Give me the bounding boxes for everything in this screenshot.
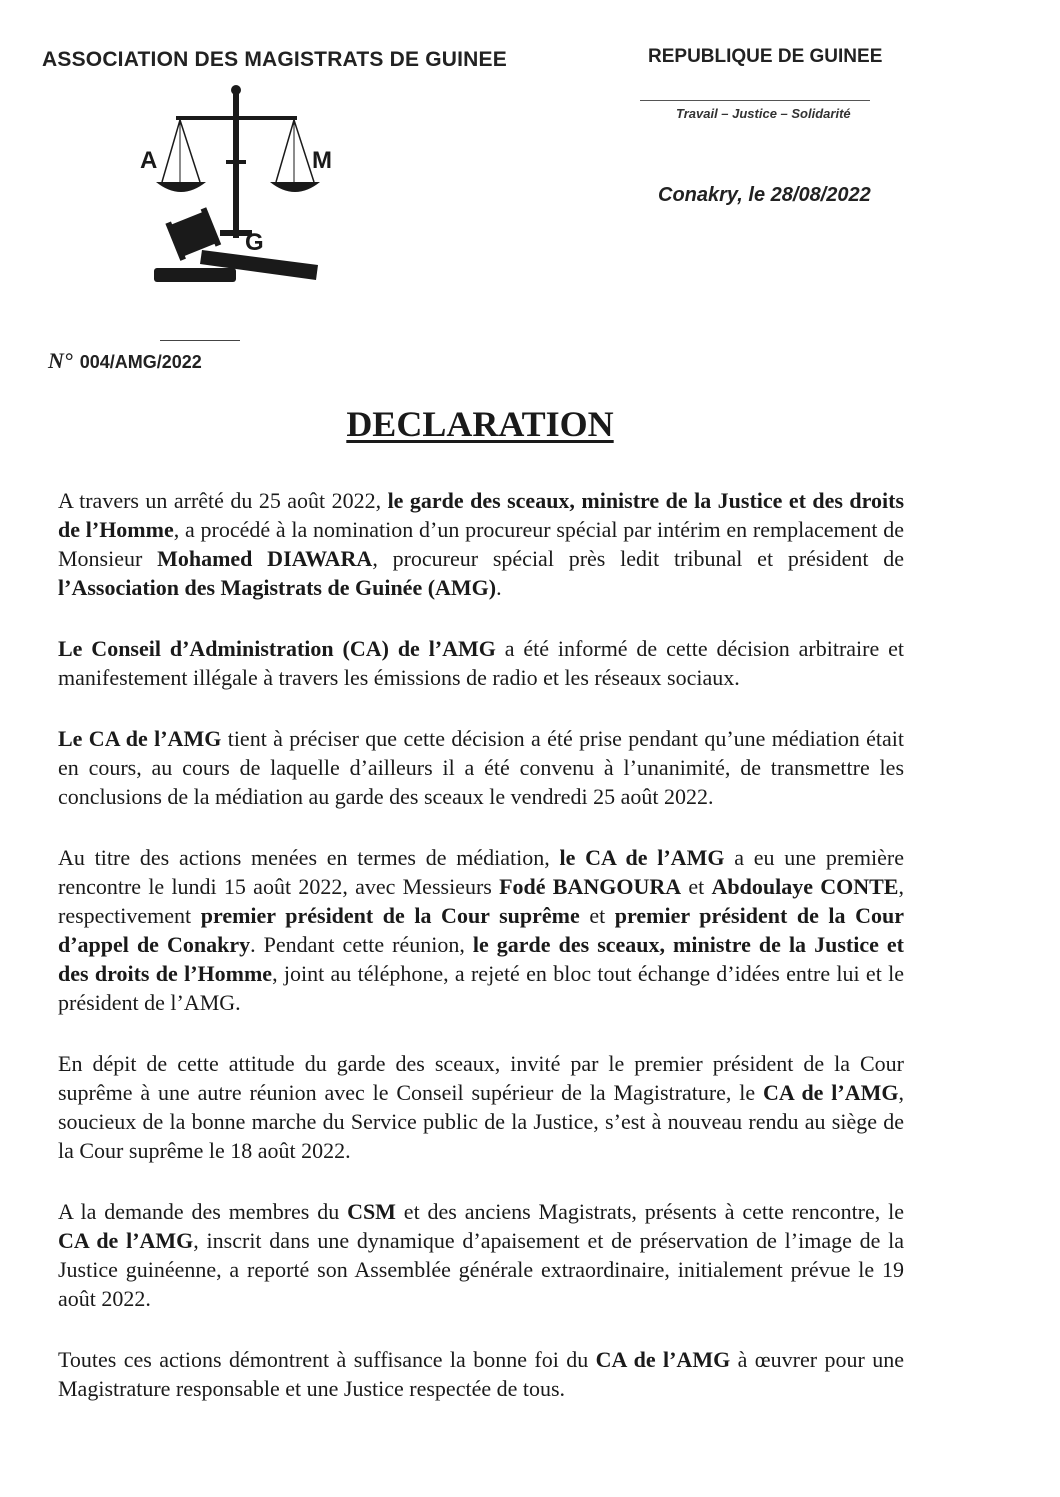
bold-text-run: Mohamed DIAWARA bbox=[157, 546, 373, 571]
bold-text-run: CA de l’AMG bbox=[763, 1080, 899, 1105]
bold-text-run: CA de l’AMG bbox=[595, 1347, 731, 1372]
declaration-paragraph bbox=[58, 1345, 904, 1403]
bold-text-run: le CA de l’AMG bbox=[559, 845, 725, 870]
number-sign: N° bbox=[48, 348, 73, 373]
bold-text-run: CSM bbox=[347, 1199, 396, 1224]
declaration-paragraph bbox=[58, 1049, 904, 1165]
reference-divider bbox=[160, 340, 240, 341]
text-run: a été informé de cette décision arbitraire et manifestement illégale à travers les émissions de radio et les réseaux sociaux. bbox=[58, 636, 905, 690]
reference-number bbox=[48, 348, 202, 374]
amg-logo bbox=[140, 80, 350, 295]
declaration-body bbox=[58, 486, 904, 1435]
text-run: et bbox=[681, 874, 712, 899]
bold-text-run: CA de l’AMG bbox=[58, 1228, 194, 1253]
text-run: , respectivement bbox=[58, 874, 904, 928]
declaration-paragraph bbox=[58, 486, 904, 602]
text-run: A travers un arrêté du 25 août 2022, bbox=[58, 488, 388, 513]
text-run: , joint au téléphone, a rejeté en bloc tout échange d’idées entre lui et le président de l’AMG. bbox=[58, 961, 904, 1015]
declaration-paragraph bbox=[58, 843, 904, 1017]
organization-name: ASSOCIATION DES MAGISTRATS DE GUINEE bbox=[42, 48, 507, 71]
logo-letter-m: M bbox=[312, 147, 332, 174]
bold-text-run: l’Association des Magistrats de Guinée (AMG) bbox=[58, 575, 497, 600]
text-run: , soucieux de la bonne marche du Service public de la Justice, s’est à nouveau rendu au siège de la Cour suprême le 18 août 2022. bbox=[58, 1080, 905, 1163]
text-run: et des anciens Magistrats, présents à cette rencontre, le bbox=[395, 1199, 904, 1224]
text-run: Au titre des actions menées en termes de médiation, bbox=[58, 845, 560, 870]
text-run: En dépit de cette attitude du garde des sceaux, invité par le premier président de la Cour suprême à une autre réunion avec le Conseil supérieur de la Magistrature, le bbox=[58, 1051, 904, 1105]
logo-letter-a: A bbox=[140, 147, 158, 174]
motto-divider bbox=[640, 100, 870, 101]
text-run: , procureur spécial près ledit tribunal et président de bbox=[372, 546, 904, 571]
text-run: A la demande des membres du bbox=[58, 1199, 348, 1224]
bold-text-run: premier président de la Cour suprême bbox=[200, 903, 580, 928]
bold-text-run: Le CA de l’AMG bbox=[58, 726, 222, 751]
text-run: à œuvrer pour une Magistrature responsable et une Justice respectée de tous. bbox=[58, 1347, 904, 1401]
declaration-paragraph bbox=[58, 634, 904, 692]
text-run: et bbox=[579, 903, 615, 928]
text-run: tient à préciser que cette décision a été prise pendant qu’une médiation était en cours, au cours de laquelle d’ailleurs il a été convenu à l’unanimité, de transmettre les conclusions de la médiation au garde des sceaux le vendredi 25 août 2022. bbox=[58, 726, 904, 809]
reference-code: 004/AMG/2022 bbox=[79, 352, 202, 372]
bold-text-run: le garde des sceaux, ministre de la Justice et des droits de l’Homme bbox=[58, 488, 905, 542]
bold-text-run: premier président de la Cour d’appel de Conakry bbox=[58, 903, 904, 957]
bold-text-run: le garde des sceaux, ministre de la Justice et des droits de l’Homme bbox=[58, 932, 904, 986]
document-title: DECLARATION bbox=[346, 404, 614, 444]
declaration-paragraph bbox=[58, 724, 904, 811]
place-and-date: Conakry, le 28/08/2022 bbox=[658, 184, 871, 206]
bold-text-run: Abdoulaye CONTE bbox=[711, 874, 899, 899]
scales-of-justice-icon bbox=[140, 80, 350, 295]
bold-text-run: Fodé BANGOURA bbox=[499, 874, 682, 899]
text-run: , a procédé à la nomination d’un procureur spécial par intérim en remplacement de Monsieur bbox=[58, 517, 904, 571]
text-run: , inscrit dans une dynamique d’apaisement et de préservation de l’image de la Justice guinéenne, a reporté son Assemblée générale extraordinaire, initialement prévue le 19 août 2022. bbox=[58, 1228, 905, 1311]
logo-letter-g: G bbox=[245, 229, 264, 256]
national-motto: Travail – Justice – Solidarité bbox=[676, 106, 851, 121]
text-run: . Pendant cette réunion, bbox=[250, 932, 473, 957]
declaration-paragraph bbox=[58, 1197, 904, 1313]
text-run: . bbox=[496, 575, 502, 600]
text-run: Toutes ces actions démontrent à suffisance la bonne foi du bbox=[58, 1347, 596, 1372]
bold-text-run: Le Conseil d’Administration (CA) de l’AMG bbox=[58, 636, 496, 661]
country-name: REPUBLIQUE DE GUINEE bbox=[648, 46, 883, 67]
text-run: a eu une première rencontre le lundi 15 août 2022, avec Messieurs bbox=[58, 845, 904, 899]
